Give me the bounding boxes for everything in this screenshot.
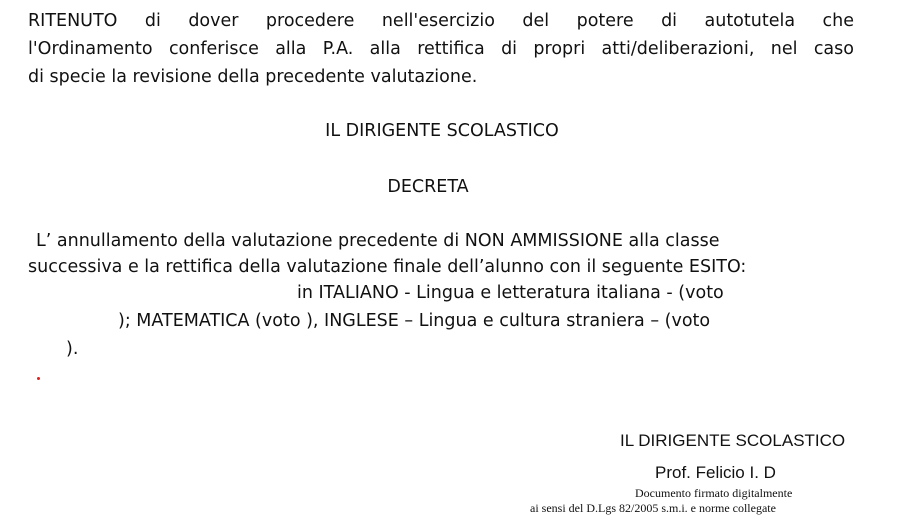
paragraph-ritenuto-line-3: di specie la revisione della precedente valutazione. — [28, 67, 478, 87]
signature-role: IL DIRIGENTE SCOLASTICO — [620, 431, 846, 450]
signature-note-digital: Documento firmato digitalmente — [635, 486, 793, 500]
decree-line-2: successiva e la rettifica della valutazione finale dell’alunno con il seguente ESITO: — [28, 257, 747, 277]
decree-line-4: ); MATEMATICA (voto ), INGLESE – Lingua e cultura straniera – (voto — [118, 311, 711, 331]
heading-decreta: DECRETA — [387, 177, 469, 197]
signature-note-legal: ai sensi del D.Lgs 82/2005 s.m.i. e norme collegate — [530, 501, 776, 515]
stray-red-mark — [37, 377, 40, 380]
decree-line-5: ). — [66, 339, 79, 359]
signature-name: Prof. Felicio I. D — [655, 463, 776, 482]
paragraph-ritenuto-line-2: l'Ordinamento conferisce alla P.A. alla rettifica di propri atti/deliberazioni, nel caso — [28, 39, 854, 59]
decree-line-3: in ITALIANO - Lingua e letteratura italiana - (voto — [297, 283, 724, 303]
heading-il-dirigente-scolastico: IL DIRIGENTE SCOLASTICO — [325, 121, 559, 141]
decree-line-1: L’ annullamento della valutazione precedente di NON AMMISSIONE alla classe — [36, 231, 720, 251]
paragraph-ritenuto-line-1: RITENUTO di dover procedere nell'esercizio del potere di autotutela che — [28, 11, 854, 31]
